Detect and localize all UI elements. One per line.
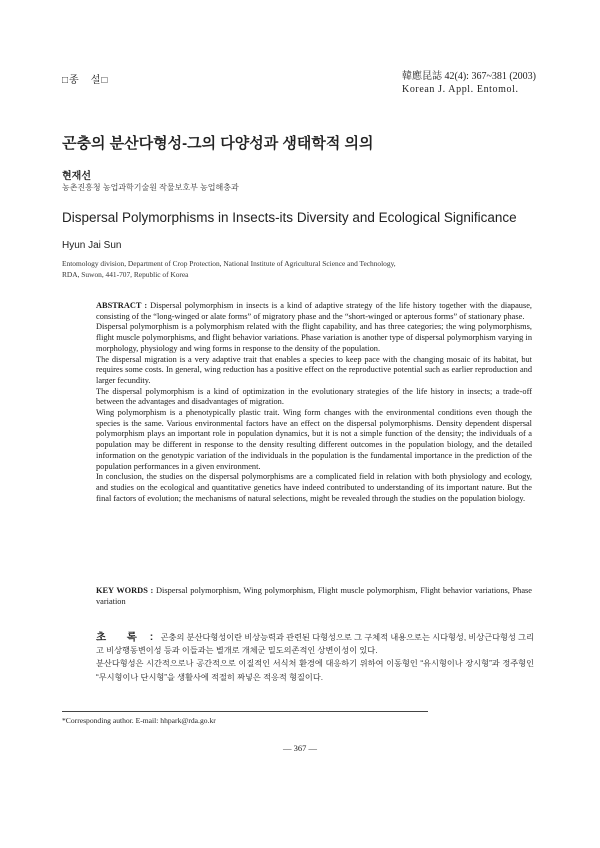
abstract [96, 301, 532, 504]
section-label: □종 설□ [62, 75, 109, 86]
english-title: Dispersal Polymorphisms in Insects-its Diversity and Ecological Significance [62, 210, 517, 225]
abstract-paragraph: The dispersal migration is a very adaptive trait that enables a species to keep pace with the changing mosaic of its habitat, but requires some costs. In general, wing reduction has a positive effect on the reproductive potential such as earlier reproduction and larger fecundity. [96, 354, 532, 385]
abstract-paragraph [96, 301, 532, 322]
keywords-paragraph [96, 586, 532, 607]
keywords [96, 586, 532, 607]
footnote: *Corresponding author. E-mail: hhpark@rda.go.kr [62, 716, 216, 725]
journal-volume-line: 韓應昆誌 42(4): 367~381 (2003) [402, 71, 537, 82]
affiliation-line: Entomology division, Department of Crop Protection, National Institute of Agricultural Science and Technology, [62, 259, 396, 268]
korean-abstract-paragraph: 분산다형성은 시간적으로나 공간적으로 이질적인 서식처 환경에 대응하기 위하여 이동형인 “유시형이나 장시형”과 정주형인 “무시형이나 단시형”을 생활사에 적절히 짜넣은 적응적 형질이다. [96, 659, 534, 682]
english-author: Hyun Jai Sun [62, 240, 122, 251]
abstract-paragraph: Dispersal polymorphism is a polymorphism related with the flight capability, and has three categories; the wing polymorphisms, flight muscle polymorphisms, and flight behavior variations. Phase variation is another type of dispersal polymorphism varying in morphology, physiology and wing forms in response to the density of the population. [96, 322, 532, 353]
korean-abstract [96, 631, 534, 684]
journal-english-name: Korean J. Appl. Entomol. [402, 84, 519, 95]
journal-citation [402, 70, 536, 96]
abstract-paragraph: Wing polymorphism is a phenotypically plastic trait. Wing form changes with the environmental conditions even though the species is the same. Various environmental factors have an effect on the dispersal polymorphisms. Density dependent dispersal polymorphism plays an important role in population dynamics, but it is not a simple function of the density; the individuals of a population may be different in response to the density resulting different outcomes in the population biology, and the detailed information on the genotypic variation of the individuals in the population is the fundamental importance in the prediction of the population performances in a given environment. [96, 408, 532, 471]
korean-abstract-text: 곤충의 분산다형성이란 비상능력과 관련된 다형성으로 그 구체적 내용으로는 시다형성, 비상근다형성 그리고 비상행동변이성 등과 이들과는 별개로 개체군 밀도의존적인 상변이성이 있다. [96, 633, 534, 656]
affiliation-line: RDA, Suwon, 441-707, Republic of Korea [62, 270, 189, 279]
page-number: — 367 — [283, 743, 317, 753]
korean-abstract-label: 초 록 : [96, 631, 159, 643]
abstract-label: ABSTRACT : [96, 301, 148, 310]
keywords-label: KEY WORDS : [96, 586, 154, 595]
abstract-paragraph: In conclusion, the studies on the dispersal polymorphisms are a complicated field in relation with both physiology and ecology, and studies on the ecological and quantitative genetics have indeed contributed to understanding of its important nature. But the final factors of evolution; the mechanisms of natural selections, might be revealed through the studies on the population biology. [96, 472, 532, 503]
korean-author: 현재선 [62, 171, 91, 182]
abstract-first-text: Dispersal polymorphism in insects is a kind of adaptive strategy of the life history together with the diapause, consisting of the “long-winged or alate forms” of migratory phase and the “short-winged or apterous forms” of stationary phase. [96, 301, 532, 321]
korean-title: 곤충의 분산다형성-그의 다양성과 생태학적 의의 [62, 135, 374, 152]
keywords-text: Dispersal polymorphism, Wing polymorphism, Flight muscle polymorphism, Flight behavior variations, Phase variation [96, 586, 532, 606]
footnote-divider [62, 711, 428, 712]
korean-affiliation: 농촌진흥청 농업과학기술원 작물보호부 농업해충과 [62, 183, 239, 192]
korean-abstract-paragraph [96, 631, 534, 657]
abstract-paragraph: The dispersal polymorphism is a kind of optimization in the evolutionary strategies of the life history in insects; a trade-off between the advantages and disadvantages of migration. [96, 386, 532, 407]
english-affiliation [62, 258, 522, 280]
